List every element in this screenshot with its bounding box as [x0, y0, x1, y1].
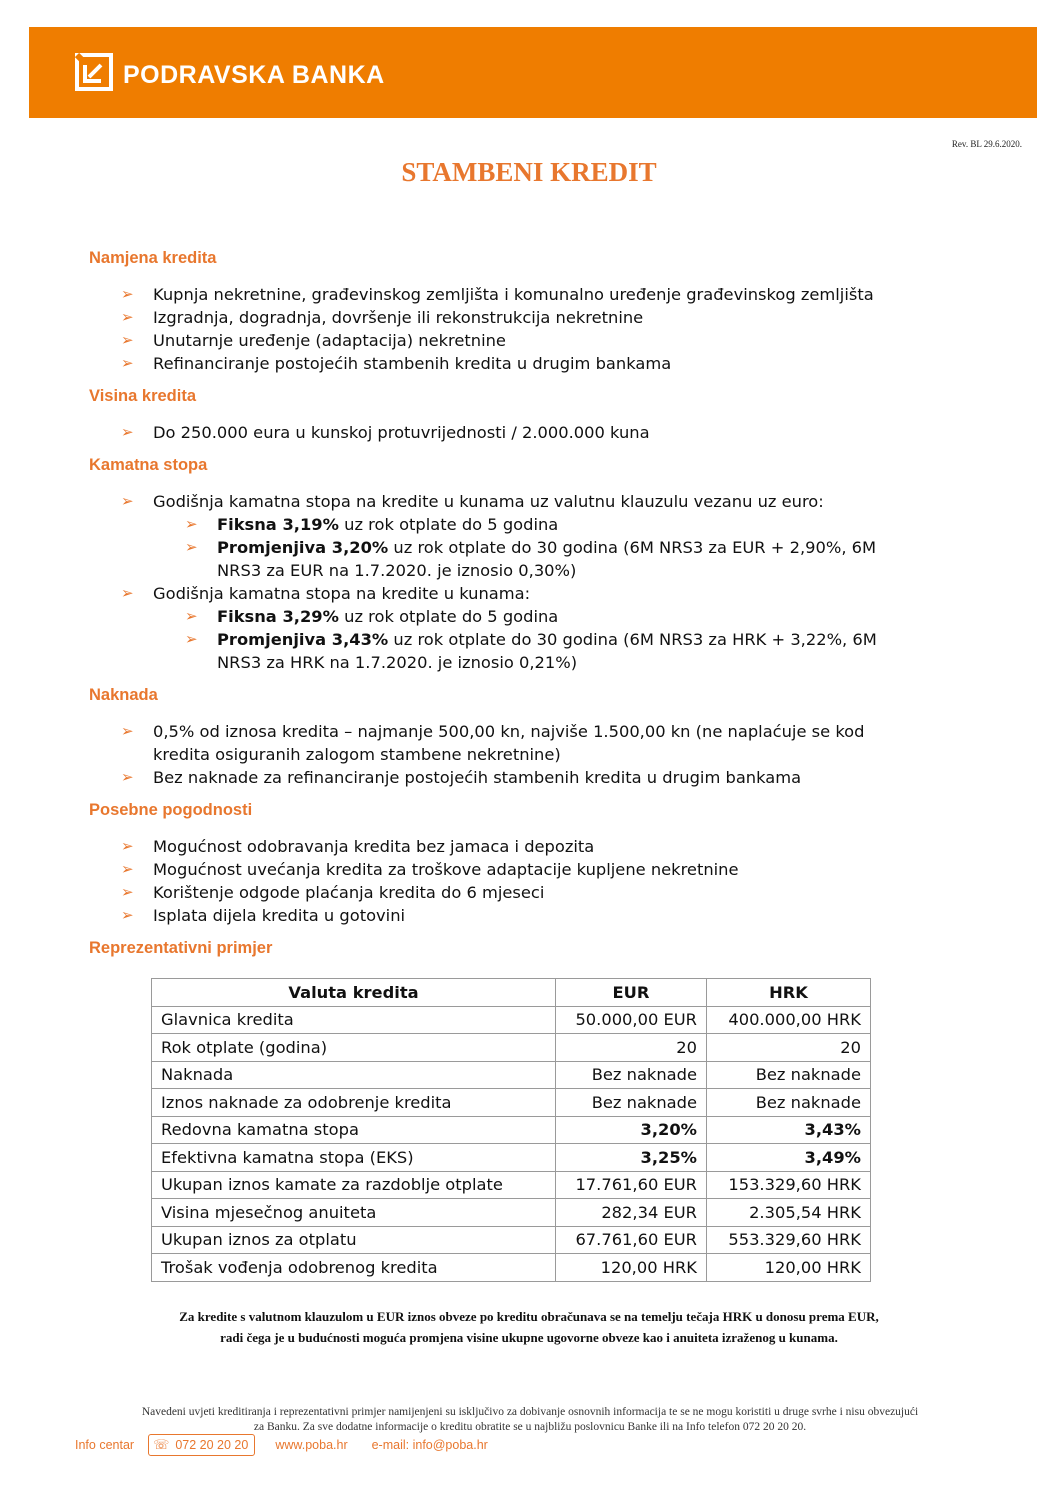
eur-value-cell: 17.761,60 EUR: [556, 1171, 707, 1199]
arrow-bullet-icon: ➢: [185, 538, 198, 556]
list-item: [89, 766, 989, 789]
hrk-value-cell: 20: [707, 1034, 871, 1062]
eur-value-cell: 67.761,60 EUR: [556, 1226, 707, 1254]
hrk-value-cell: 400.000,00 HRK: [707, 1006, 871, 1034]
hrk-value-cell: 2.305,54 HRK: [707, 1199, 871, 1227]
row-label-cell: Visina mjesečnog anuiteta: [152, 1199, 556, 1227]
item-text: Mogućnost uvećanja kredita za troškove adaptacije kupljene nekretnine: [153, 860, 739, 879]
arrow-bullet-icon: ➢: [121, 354, 134, 372]
table-header-row: [152, 979, 871, 1007]
table-row: [152, 1199, 871, 1227]
representative-example-table: [151, 978, 871, 1282]
footer: [75, 1434, 488, 1456]
heading-namjena: Namjena kredita: [89, 249, 217, 267]
item-text: 0,5% od iznosa kredita – najmanje 500,00 kn, najviše 1.500,00 kn (ne naplaćuje se kod kredita osiguranih zalogom stambene nekretnine): [153, 722, 865, 764]
list-namjena: [89, 283, 989, 375]
phone-link[interactable]: [148, 1434, 255, 1456]
arrow-bullet-icon: ➢: [185, 515, 198, 533]
rate-label: Promjenjiva 3,20%: [217, 538, 389, 557]
list-item: [89, 329, 989, 352]
rate-label: Fiksna 3,29%: [217, 607, 339, 626]
list-item: [153, 605, 989, 628]
arrow-bullet-icon: ➢: [121, 906, 134, 924]
eur-value-cell: 50.000,00 EUR: [556, 1006, 707, 1034]
list-item: [89, 720, 989, 766]
table-row: [152, 1006, 871, 1034]
hrk-value-cell: Bez naknade: [707, 1061, 871, 1089]
arrow-bullet-icon: ➢: [121, 308, 134, 326]
email-link[interactable]: e-mail: info@poba.hr: [371, 1438, 488, 1452]
bank-logo-icon: [75, 53, 113, 91]
eur-value-cell: Bez naknade: [556, 1061, 707, 1089]
heading-naknada: Naknada: [89, 686, 158, 704]
revision-label: Rev. BL 29.6.2020.: [951, 139, 1022, 149]
currency-clause-note: [60, 1306, 998, 1348]
disclaimer-line: Navedeni uvjeti kreditiranja i reprezentativni primjer namijenjeni su isključivo za dobivanje osnovnih informacija te se ne mogu koristiti u druge svrhe i nisu obvezujući: [141, 1406, 919, 1418]
list-naknada: [89, 720, 989, 789]
row-label-cell: Ukupan iznos za otplatu: [152, 1226, 556, 1254]
info-centar-label: Info centar: [75, 1438, 135, 1452]
arrow-bullet-icon: ➢: [121, 883, 134, 901]
list-item: [153, 628, 989, 674]
item-text: uz rok otplate do 30 godina (6M NRS3 za EUR + 2,90%, 6M NRS3 za EUR na 1.7.2020. je iznosio 0,30%): [217, 538, 877, 580]
row-label-cell: Iznos naknade za odobrenje kredita: [152, 1089, 556, 1117]
table-row: [152, 1034, 871, 1062]
arrow-bullet-icon: ➢: [121, 860, 134, 878]
list-item: [89, 306, 989, 329]
list-item: [89, 858, 989, 881]
hrk-value-cell: 3,49%: [707, 1144, 871, 1172]
website-link[interactable]: www.poba.hr: [275, 1438, 348, 1452]
hrk-value-cell: 553.329,60 HRK: [707, 1226, 871, 1254]
list-item: [89, 490, 989, 582]
item-text: uz rok otplate do 5 godina: [338, 515, 559, 534]
arrow-bullet-icon: ➢: [121, 331, 134, 349]
page-title: STAMBENI KREDIT: [401, 157, 657, 187]
note-line: Za kredite s valutnom klauzulom u EUR iznos obveze po kreditu obračunava se na temelju tečaja HRK u donosu prema EUR,: [179, 1309, 879, 1324]
disclaimer: [60, 1405, 1000, 1435]
list-item: [153, 513, 989, 536]
row-label-cell: Trošak vođenja odobrenog kredita: [152, 1254, 556, 1282]
hrk-value-cell: 120,00 HRK: [707, 1254, 871, 1282]
phone-icon: ☏: [153, 1437, 170, 1452]
table-row: [152, 1061, 871, 1089]
item-text: uz rok otplate do 5 godina: [338, 607, 559, 626]
list-item: [89, 904, 989, 927]
arrow-bullet-icon: ➢: [121, 837, 134, 855]
item-text: Izgradnja, dogradnja, dovršenje ili rekonstrukcija nekretnine: [153, 308, 644, 327]
arrow-bullet-icon: ➢: [121, 584, 134, 602]
list-item: [89, 835, 989, 858]
list-item: [89, 283, 989, 306]
column-header: HRK: [707, 979, 871, 1007]
arrow-bullet-icon: ➢: [121, 285, 134, 303]
heading-primjer: Reprezentativni primjer: [89, 939, 273, 957]
item-text: Godišnja kamatna stopa na kredite u kunama uz valutnu klauzulu vezanu uz euro:: [153, 492, 824, 511]
item-text: Godišnja kamatna stopa na kredite u kunama:: [153, 584, 531, 603]
arrow-bullet-icon: ➢: [185, 630, 198, 648]
rate-label: Promjenjiva 3,43%: [217, 630, 389, 649]
table-row: [152, 1171, 871, 1199]
list-kamatna: [89, 490, 989, 674]
sublist: [153, 513, 989, 582]
sublist: [153, 605, 989, 674]
table-row: [152, 1254, 871, 1282]
list-posebne: [89, 835, 989, 927]
row-label-cell: Naknada: [152, 1061, 556, 1089]
item-text: uz rok otplate do 30 godina (6M NRS3 za HRK + 3,22%, 6M NRS3 za HRK na 1.7.2020. je iznosio 0,21%): [217, 630, 877, 672]
arrow-bullet-icon: ➢: [121, 492, 134, 510]
column-header: EUR: [556, 979, 707, 1007]
item-text: Bez naknade za refinanciranje postojećih stambenih kredita u drugim bankama: [153, 768, 802, 787]
heading-kamatna: Kamatna stopa: [89, 456, 208, 474]
eur-value-cell: 20: [556, 1034, 707, 1062]
item-text: Kupnja nekretnine, građevinskog zemljišta i komunalno uređenje građevinskog zemljišta: [153, 285, 874, 304]
hrk-value-cell: 153.329,60 HRK: [707, 1171, 871, 1199]
content: [89, 247, 989, 973]
table-row: [152, 1226, 871, 1254]
list-visina: [89, 421, 989, 444]
item-text: Unutarnje uređenje (adaptacija) nekretnine: [153, 331, 506, 350]
row-label-cell: Efektivna kamatna stopa (EKS): [152, 1144, 556, 1172]
bank-name: PODRAVSKA BANKA: [123, 60, 385, 89]
bank-logo[interactable]: [75, 53, 385, 91]
table-row: [152, 1144, 871, 1172]
row-label-cell: Redovna kamatna stopa: [152, 1116, 556, 1144]
hrk-value-cell: Bez naknade: [707, 1089, 871, 1117]
list-item: [89, 881, 989, 904]
table-row: [152, 1116, 871, 1144]
disclaimer-line: za Banku. Za sve dodatne informacije o kreditu obratite se u najbližu poslovnicu Banke ili na Info telefon 072 20 20 20.: [253, 1421, 807, 1433]
column-header: Valuta kredita: [152, 979, 556, 1007]
list-item: [89, 582, 989, 674]
eur-value-cell: 3,25%: [556, 1144, 707, 1172]
row-label-cell: Rok otplate (godina): [152, 1034, 556, 1062]
hrk-value-cell: 3,43%: [707, 1116, 871, 1144]
eur-value-cell: Bez naknade: [556, 1089, 707, 1117]
table-body: [152, 1006, 871, 1281]
arrow-bullet-icon: ➢: [185, 607, 198, 625]
list-item: [89, 352, 989, 375]
eur-value-cell: 282,34 EUR: [556, 1199, 707, 1227]
eur-value-cell: 3,20%: [556, 1116, 707, 1144]
item-text: Isplata dijela kredita u gotovini: [153, 906, 406, 925]
item-text: Mogućnost odobravanja kredita bez jamaca i depozita: [153, 837, 595, 856]
table-row: [152, 1089, 871, 1117]
note-line: radi čega je u budućnosti moguća promjena visine ukupne ugovorne obveze kao i anuiteta izraženog u kunama.: [220, 1330, 838, 1345]
item-text: Refinanciranje postojećih stambenih kredita u drugim bankama: [153, 354, 672, 373]
heading-visina: Visina kredita: [89, 387, 197, 405]
row-label-cell: Glavnica kredita: [152, 1006, 556, 1034]
item-text: Korištenje odgode plaćanja kredita do 6 mjeseci: [153, 883, 545, 902]
phone-number: 072 20 20 20: [175, 1438, 249, 1452]
eur-value-cell: 120,00 HRK: [556, 1254, 707, 1282]
arrow-bullet-icon: ➢: [121, 722, 134, 740]
arrow-bullet-icon: ➢: [121, 423, 134, 441]
list-item: [89, 421, 989, 444]
list-item: [153, 536, 989, 582]
rate-label: Fiksna 3,19%: [217, 515, 339, 534]
item-text: Do 250.000 eura u kunskoj protuvrijednosti / 2.000.000 kuna: [153, 423, 650, 442]
heading-posebne: Posebne pogodnosti: [89, 801, 253, 819]
row-label-cell: Ukupan iznos kamate za razdoblje otplate: [152, 1171, 556, 1199]
arrow-bullet-icon: ➢: [121, 768, 134, 786]
